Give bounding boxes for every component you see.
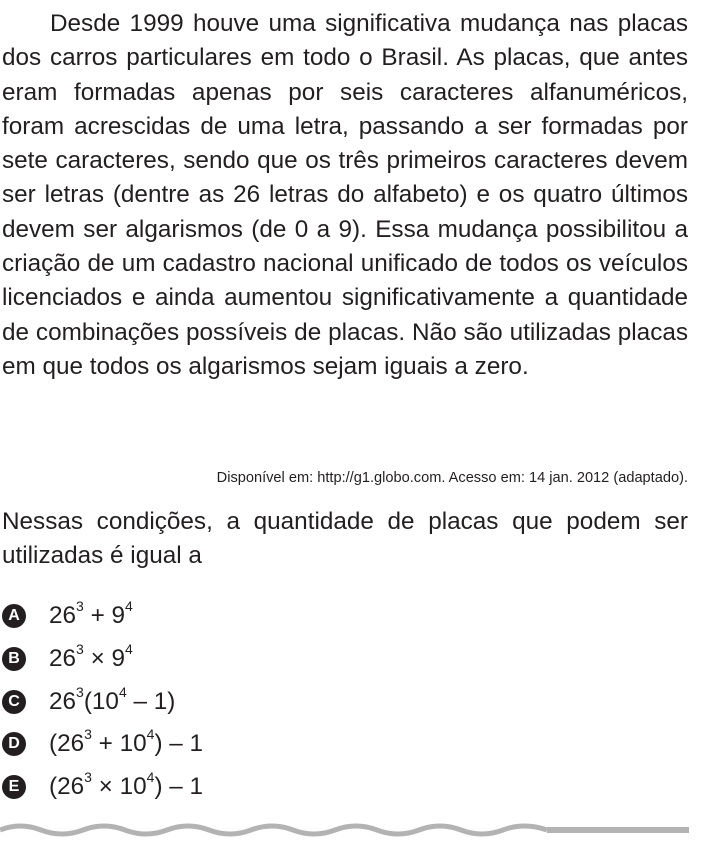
passage-text: Desde 1999 houve uma significativa mudança nas placas dos carros particulares em todo o Brasil. As placas, que antes eram formadas apenas por seis caracteres alfanuméricos, foram acrescidas de uma letra, passando a ser formadas por sete caracteres, sendo que os três primeiros caracteres devem ser letras (dentre as 26 letras do alfabeto) e os quatro últimos devem ser algarismos (de 0 a 9). Essa mudança possibilitou a criação de um cadastro nacional unificado de todos os veículos licenciados e ainda aumentou significativamente a quantidade de combinações possíveis de placas. Não são utilizadas placas em que todos os algarismos sejam iguais a zero.	[2, 10, 688, 380]
source-citation: Disponível em: http://g1.globo.com. Acesso em: 14 jan. 2012 (adaptado).	[216, 470, 688, 486]
answer-options	[2, 595, 682, 808]
wavy-divider-wave	[0, 826, 547, 834]
option-letter-badge: A	[2, 604, 26, 628]
expression-part: (26	[49, 773, 85, 801]
option-e[interactable]	[2, 766, 682, 809]
option-letter-badge: E	[2, 775, 26, 799]
exponent: 4	[125, 598, 133, 615]
exponent: 3	[84, 769, 92, 785]
exponent: 4	[146, 726, 155, 743]
option-letter-badge: C	[2, 690, 26, 714]
exponent: 3	[84, 726, 92, 743]
option-letter-badge: B	[2, 647, 26, 671]
option-a[interactable]	[2, 595, 682, 638]
expression-part: (26	[49, 730, 85, 758]
expression-part: – 1)	[126, 687, 176, 715]
exponent: 4	[146, 769, 155, 785]
expression-part: × 10	[91, 773, 147, 801]
exponent: 4	[125, 640, 133, 657]
option-b[interactable]	[2, 638, 682, 681]
question-stem: Nessas condições, a quantidade de placas que podem ser utilizadas é igual a	[2, 508, 688, 569]
option-c[interactable]	[2, 680, 682, 723]
option-expression	[49, 640, 133, 673]
expression-part: × 9	[83, 645, 126, 673]
exponent: 3	[76, 640, 84, 657]
expression-part: (10	[83, 687, 119, 715]
exponent: 3	[76, 598, 84, 615]
option-letter-badge: D	[2, 732, 26, 756]
wavy-divider	[0, 818, 701, 842]
expression-part: + 10	[91, 730, 147, 758]
expression-part: + 9	[83, 602, 126, 630]
exponent: 4	[118, 683, 127, 700]
expression-part: 26	[49, 645, 77, 673]
expression-part: ) – 1	[154, 730, 204, 758]
expression-part: 26	[49, 602, 77, 630]
expression-part: ) – 1	[154, 773, 204, 801]
exponent: 3	[76, 683, 84, 700]
option-expression	[49, 769, 204, 801]
option-expression	[49, 598, 133, 630]
option-d[interactable]	[2, 723, 682, 766]
expression-part: 26	[49, 687, 77, 715]
option-expression	[49, 683, 176, 716]
option-expression	[49, 726, 204, 758]
